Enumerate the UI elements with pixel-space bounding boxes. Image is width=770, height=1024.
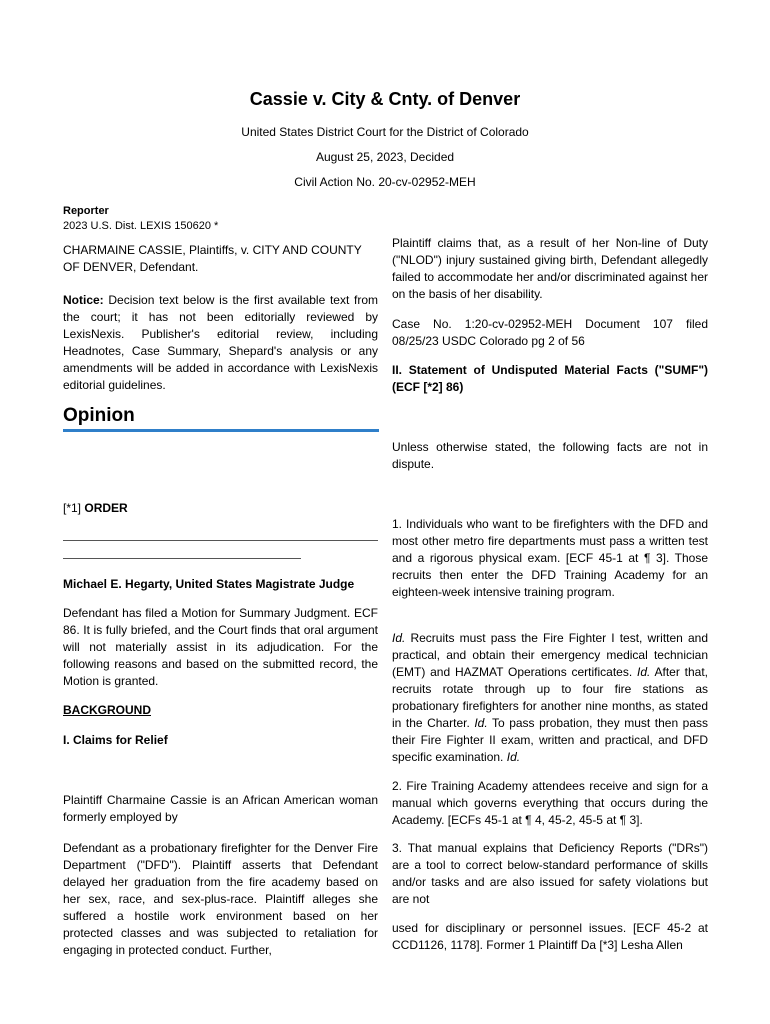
case-number-paragraph: Case No. 1:20-cv-02952-MEH Document 107 filed 08/25/23 USDC Colorado pg 2 of 56: [392, 317, 708, 348]
recruits-text: To pass probation, they must then pass their Fire Fighter II exam, written and practical, and DFD specific examination.: [392, 716, 708, 764]
opinion-underline: [63, 429, 379, 432]
id-cite: Id.: [474, 716, 488, 730]
separator-line: [63, 558, 301, 559]
parties: CHARMAINE CASSIE, Plaintiffs, v. CITY AND COUNTY OF DENVER, Defendant.: [63, 243, 362, 274]
motion-paragraph: Defendant has filed a Motion for Summary Judgment. ECF 86. It is fully briefed, and the Court finds that oral argument will not materially assist in its adjudication. For the following reasons and based on the submitted record, the Motion is granted.: [63, 606, 378, 688]
page-marker: [*1]: [63, 501, 85, 515]
notice-label: Notice:: [63, 293, 104, 307]
order-label: ORDER: [84, 501, 128, 515]
id-cite: Id.: [506, 750, 521, 764]
decision-date: August 25, 2023, Decided: [315, 150, 455, 164]
order-heading: [63, 500, 378, 517]
court-name: United States District Court for the District of Colorado: [241, 125, 529, 139]
sumf-heading: II. Statement of Undisputed Material Facts ("SUMF") (ECF [*2] 86): [392, 363, 708, 394]
separator-line: [63, 540, 378, 541]
plaintiff-paragraph: Plaintiff Charmaine Cassie is an African American woman formerly employed by: [63, 793, 378, 824]
id-cite: Id.: [637, 665, 651, 679]
fact-2-paragraph: 2. Fire Training Academy attendees receive and sign for a manual which governs everything that occurs during the Academy. [ECFs 45-1 at ¶ 4, 45-2, 45-5 at ¶ 3].: [392, 779, 708, 827]
claims-paragraph: Plaintiff claims that, as a result of her Non-line of Duty ("NLOD") injury sustained giving birth, Defendant allegedly failed to accommodate her and/or discriminated against her on the basis of her disability.: [392, 236, 708, 301]
claims-heading: I. Claims for Relief: [63, 733, 168, 747]
background-heading: BACKGROUND: [63, 703, 151, 717]
undisputed-paragraph: Unless otherwise stated, the following facts are not in dispute.: [392, 440, 708, 471]
reporter-citation: 2023 U.S. Dist. LEXIS 150620 *: [63, 220, 219, 232]
recruits-paragraph: [392, 630, 708, 766]
reporter-label: Reporter: [63, 205, 109, 217]
notice-text: Decision text below is the first available text from the court; it has not been editorially reviewed by LexisNexis. Publisher's editorial review, including Headnotes, Case Summary, Shepard's analysis or any amendments will be added in accordance with LexisNexis editorial guidelines.: [63, 293, 378, 392]
judge-name: Michael E. Hegarty, United States Magistrate Judge: [63, 577, 355, 591]
recruits-text: After that, recruits rotate through up to four fire stations as probationary firefighters for another nine months, as stated in the Charter.: [392, 665, 708, 730]
civil-action-number: Civil Action No. 20-cv-02952-MEH: [294, 175, 476, 189]
fact-3-paragraph: 3. That manual explains that Deficiency Reports ("DRs") are a tool to correct below-standard performance of skills and/or tasks and are also issued for safety violations but are not: [392, 841, 708, 906]
opinion-heading: Opinion: [63, 405, 135, 426]
notice-paragraph: [63, 292, 378, 394]
id-cite: Id.: [392, 631, 406, 645]
defendant-paragraph: Defendant as a probationary firefighter for the Denver Fire Department ("DFD"). Plaintiff asserts that Defendant delayed her graduation from the fire academy based on her sex, race, and sex-plus-race. Plaintiff alleges she suffered a hostile work environment based on her protected classes and was subjected to retaliation for engaging in protected conduct. Further,: [63, 841, 378, 957]
fact-1-paragraph: 1. Individuals who want to be firefighters with the DFD and most other metro fire departments must pass a written test and a rigorous physical exam. [ECF 45-1 at ¶ 3]. Those recruits then enter the DFD Training Academy for an eighteen-week intensive training program.: [392, 517, 708, 599]
disciplinary-paragraph: used for disciplinary or personnel issues. [ECF 45-2 at CCD1126, 1178]. Former 1 Plaintiff Da [*3] Lesha Allen: [392, 921, 708, 952]
recruits-text: Recruits must pass the Fire Fighter I test, written and practical, and obtain their emergency medical technician (EMT) and HAZMAT Operations certificates.: [392, 631, 708, 679]
case-title: Cassie v. City & Cnty. of Denver: [249, 89, 521, 109]
